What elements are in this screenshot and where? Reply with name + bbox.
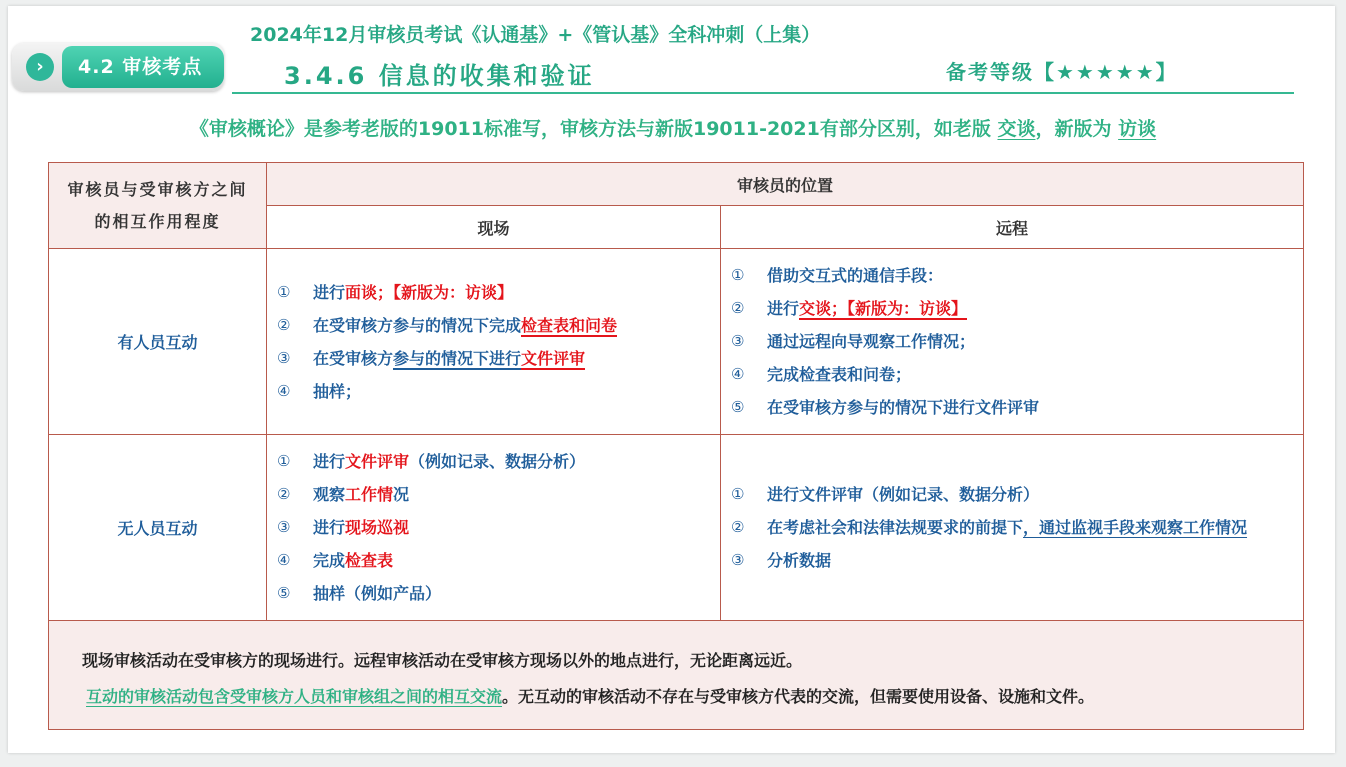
col-header-onsite: 现场 bbox=[267, 206, 721, 249]
cell-onsite-with-interaction bbox=[267, 249, 721, 435]
list-item: ④ 完成检查表和问卷； bbox=[731, 365, 912, 384]
level-rating: 备考等级【★★★★★】 bbox=[946, 60, 1178, 84]
note-old-term: 交谈 bbox=[997, 118, 1036, 140]
list-item: ② 在考虑社会和法律法规要求的前提下，通过监视手段来观察工作情况 bbox=[731, 518, 1248, 537]
footer-line-1: 现场审核活动在受审核方的现场进行。远程审核活动在受审核方现场以外的地点进行，无论距离远近。 bbox=[82, 651, 803, 670]
course-title: 2024年12月审核员考试《认通基》+《管认基》全科冲刺（上集） bbox=[250, 24, 821, 46]
list-item: ① 进行面谈；【新版为：访谈】 bbox=[277, 282, 514, 302]
list-item: ② 在受审核方参与的情况下完成检查表和问卷 bbox=[277, 315, 618, 335]
chevron-right-icon: › bbox=[26, 53, 54, 81]
header-divider bbox=[232, 92, 1294, 94]
list-item: ④ 完成检查表 bbox=[277, 551, 394, 570]
note-new-term: 访谈 bbox=[1118, 118, 1157, 140]
cell-remote-without-interaction bbox=[721, 435, 1304, 621]
section-badge bbox=[12, 43, 224, 91]
position-header: 审核员的位置 bbox=[267, 163, 1304, 206]
note-middle: ，新版为 bbox=[1035, 118, 1119, 140]
list-item: ② 观察工作情况 bbox=[277, 485, 410, 504]
row-label-without-interaction: 无人员互动 bbox=[49, 435, 267, 621]
cell-remote-with-interaction bbox=[721, 249, 1304, 435]
badge-label: 4.2 审核考点 bbox=[62, 46, 224, 88]
note-prefix: 《审核概论》是参考老版的19011标准写，审核方法与新版19011-2021有部分区别，如老版 bbox=[189, 118, 998, 140]
intro-note bbox=[0, 114, 1346, 141]
footer-line-2: 互动的审核活动包含受审核方人员和审核组之间的相互交流。无互动的审核活动不存在与受审核方代表的交流，但需要使用设备、设施和文件。 bbox=[86, 687, 1095, 706]
interaction-table bbox=[48, 162, 1304, 730]
col-header-remote: 远程 bbox=[721, 206, 1304, 249]
list-item: ③ 在受审核方参与的情况下进行文件评审 bbox=[277, 348, 586, 368]
list-item: ① 进行文件评审（例如记录、数据分析） bbox=[731, 485, 1040, 504]
summary-footer bbox=[49, 621, 1304, 730]
row-label-with-interaction: 有人员互动 bbox=[49, 249, 267, 435]
list-item: ② 进行交谈；【新版为：访谈】 bbox=[731, 299, 968, 318]
list-item: ⑤ 抽样（例如产品） bbox=[277, 584, 442, 603]
section-title: 3.4.6 信息的收集和验证 bbox=[284, 62, 595, 90]
list-item: ① 借助交互式的通信手段： bbox=[731, 266, 944, 285]
corner-header: 审核员与受审核方之间的相互作用程度 bbox=[49, 163, 267, 249]
list-item: ⑤ 在受审核方参与的情况下进行文件评审 bbox=[731, 398, 1040, 417]
list-item: ③ 通过远程向导观察工作情况； bbox=[731, 332, 976, 351]
list-item: ③ 进行现场巡视 bbox=[277, 518, 410, 537]
list-item: ④ 抽样； bbox=[277, 381, 362, 401]
list-item: ③ 分析数据 bbox=[731, 551, 832, 570]
list-item: ① 进行文件评审（例如记录、数据分析） bbox=[277, 452, 586, 471]
cell-onsite-without-interaction bbox=[267, 435, 721, 621]
